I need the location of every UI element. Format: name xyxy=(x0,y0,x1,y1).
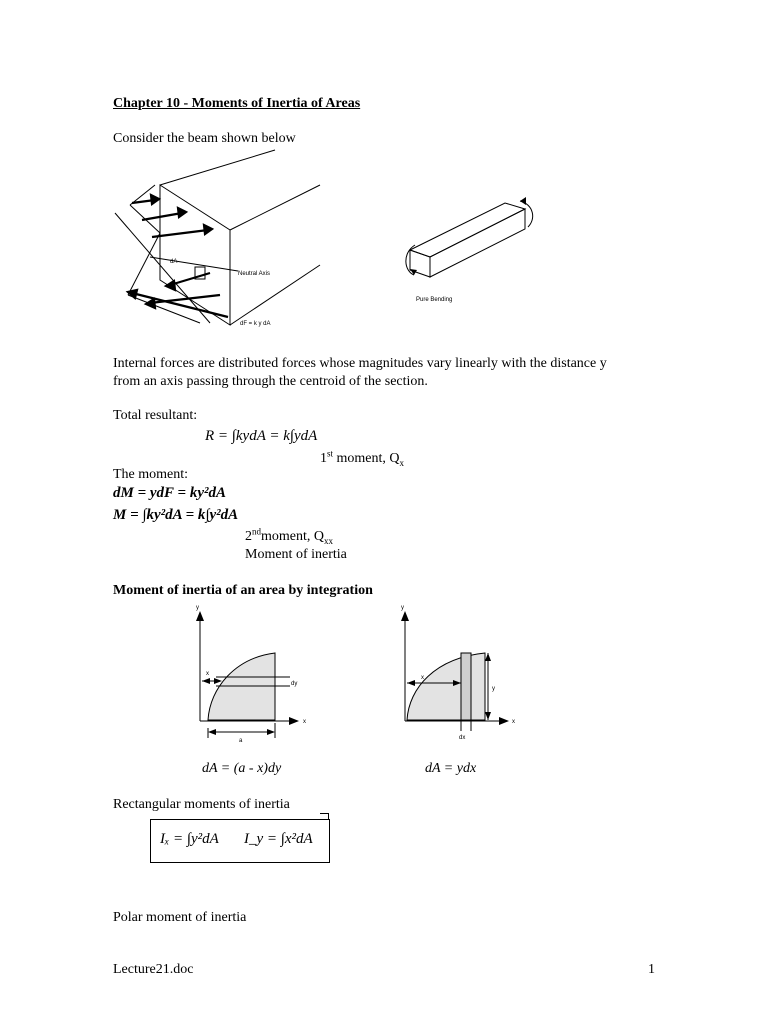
y-axis-label: y xyxy=(401,605,404,611)
inertia-equation-box xyxy=(150,819,330,863)
eq-dA-right: dA = ydx xyxy=(425,761,477,776)
moment-label: The moment: xyxy=(113,467,189,482)
neutral-line xyxy=(115,213,210,323)
eq-M: M = ∫ky²dA = k∫y²dA xyxy=(113,507,239,523)
pure-bending-figure xyxy=(400,195,560,310)
second-moment-note: 2ndmoment, $Q_{xx}$ xyxy=(245,526,333,546)
y-dim-label: y xyxy=(492,686,495,692)
horizontal-strip-figure xyxy=(190,603,320,743)
x-dim-label: x xyxy=(421,675,424,681)
vertical-strip xyxy=(461,653,471,720)
para1-line2: from an axis passing through the centroid of the section. xyxy=(113,374,428,389)
rect-moments-label: Rectangular moments of inertia xyxy=(113,797,290,812)
polar-moment-label: Polar moment of inertia xyxy=(113,910,247,925)
shaded-area xyxy=(407,653,485,720)
section2-heading: Moment of inertia of an area by integration xyxy=(113,583,373,598)
moment-of-inertia-note: Moment of inertia xyxy=(245,547,347,562)
a-dim-label: a xyxy=(239,738,243,743)
footer-filename: Lecture21.doc xyxy=(113,962,194,977)
first-moment-note: 1st moment, $Q_x$ xyxy=(320,448,405,468)
box-corner xyxy=(320,813,329,820)
x-axis-label: x xyxy=(512,719,515,725)
para1-line1: Internal forces are distributed forces whose magnitudes vary linearly with the distance y xyxy=(113,356,607,371)
neutral-axis-label: Neutral Axis xyxy=(238,271,271,277)
beam-stress-figure xyxy=(110,145,360,340)
y-axis-label: y xyxy=(196,605,199,611)
pure-bending-label: Pure Bending xyxy=(416,297,453,303)
vertical-strip-figure xyxy=(395,603,525,743)
total-resultant-label: Total resultant: xyxy=(113,408,198,423)
dF-label: dF = k y dA xyxy=(240,321,271,327)
eq-Iy: I_y = ∫x²dA xyxy=(244,831,313,847)
dy-label: dy xyxy=(291,681,298,687)
eq-dA-left: dA = (a - x)dy xyxy=(202,761,282,776)
eq-dM: dM = ydF = ky²dA xyxy=(113,485,226,501)
eq-R: R = ∫kydA = k∫ydA xyxy=(205,428,318,444)
dx-label: dx xyxy=(459,735,466,741)
cross-section-face xyxy=(160,185,230,325)
intro-text: Consider the beam shown below xyxy=(113,131,296,146)
eq-Ix: Iₓ = ∫y²dA xyxy=(160,831,219,847)
page-title: Chapter 10 - Moments of Inertia of Areas xyxy=(113,96,361,111)
dA-label: dA xyxy=(170,259,178,265)
moment-arrow-right xyxy=(520,201,533,227)
x-dim-label: x xyxy=(206,671,209,677)
x-axis-label: x xyxy=(303,719,306,725)
footer-page-number: 1 xyxy=(648,962,655,977)
